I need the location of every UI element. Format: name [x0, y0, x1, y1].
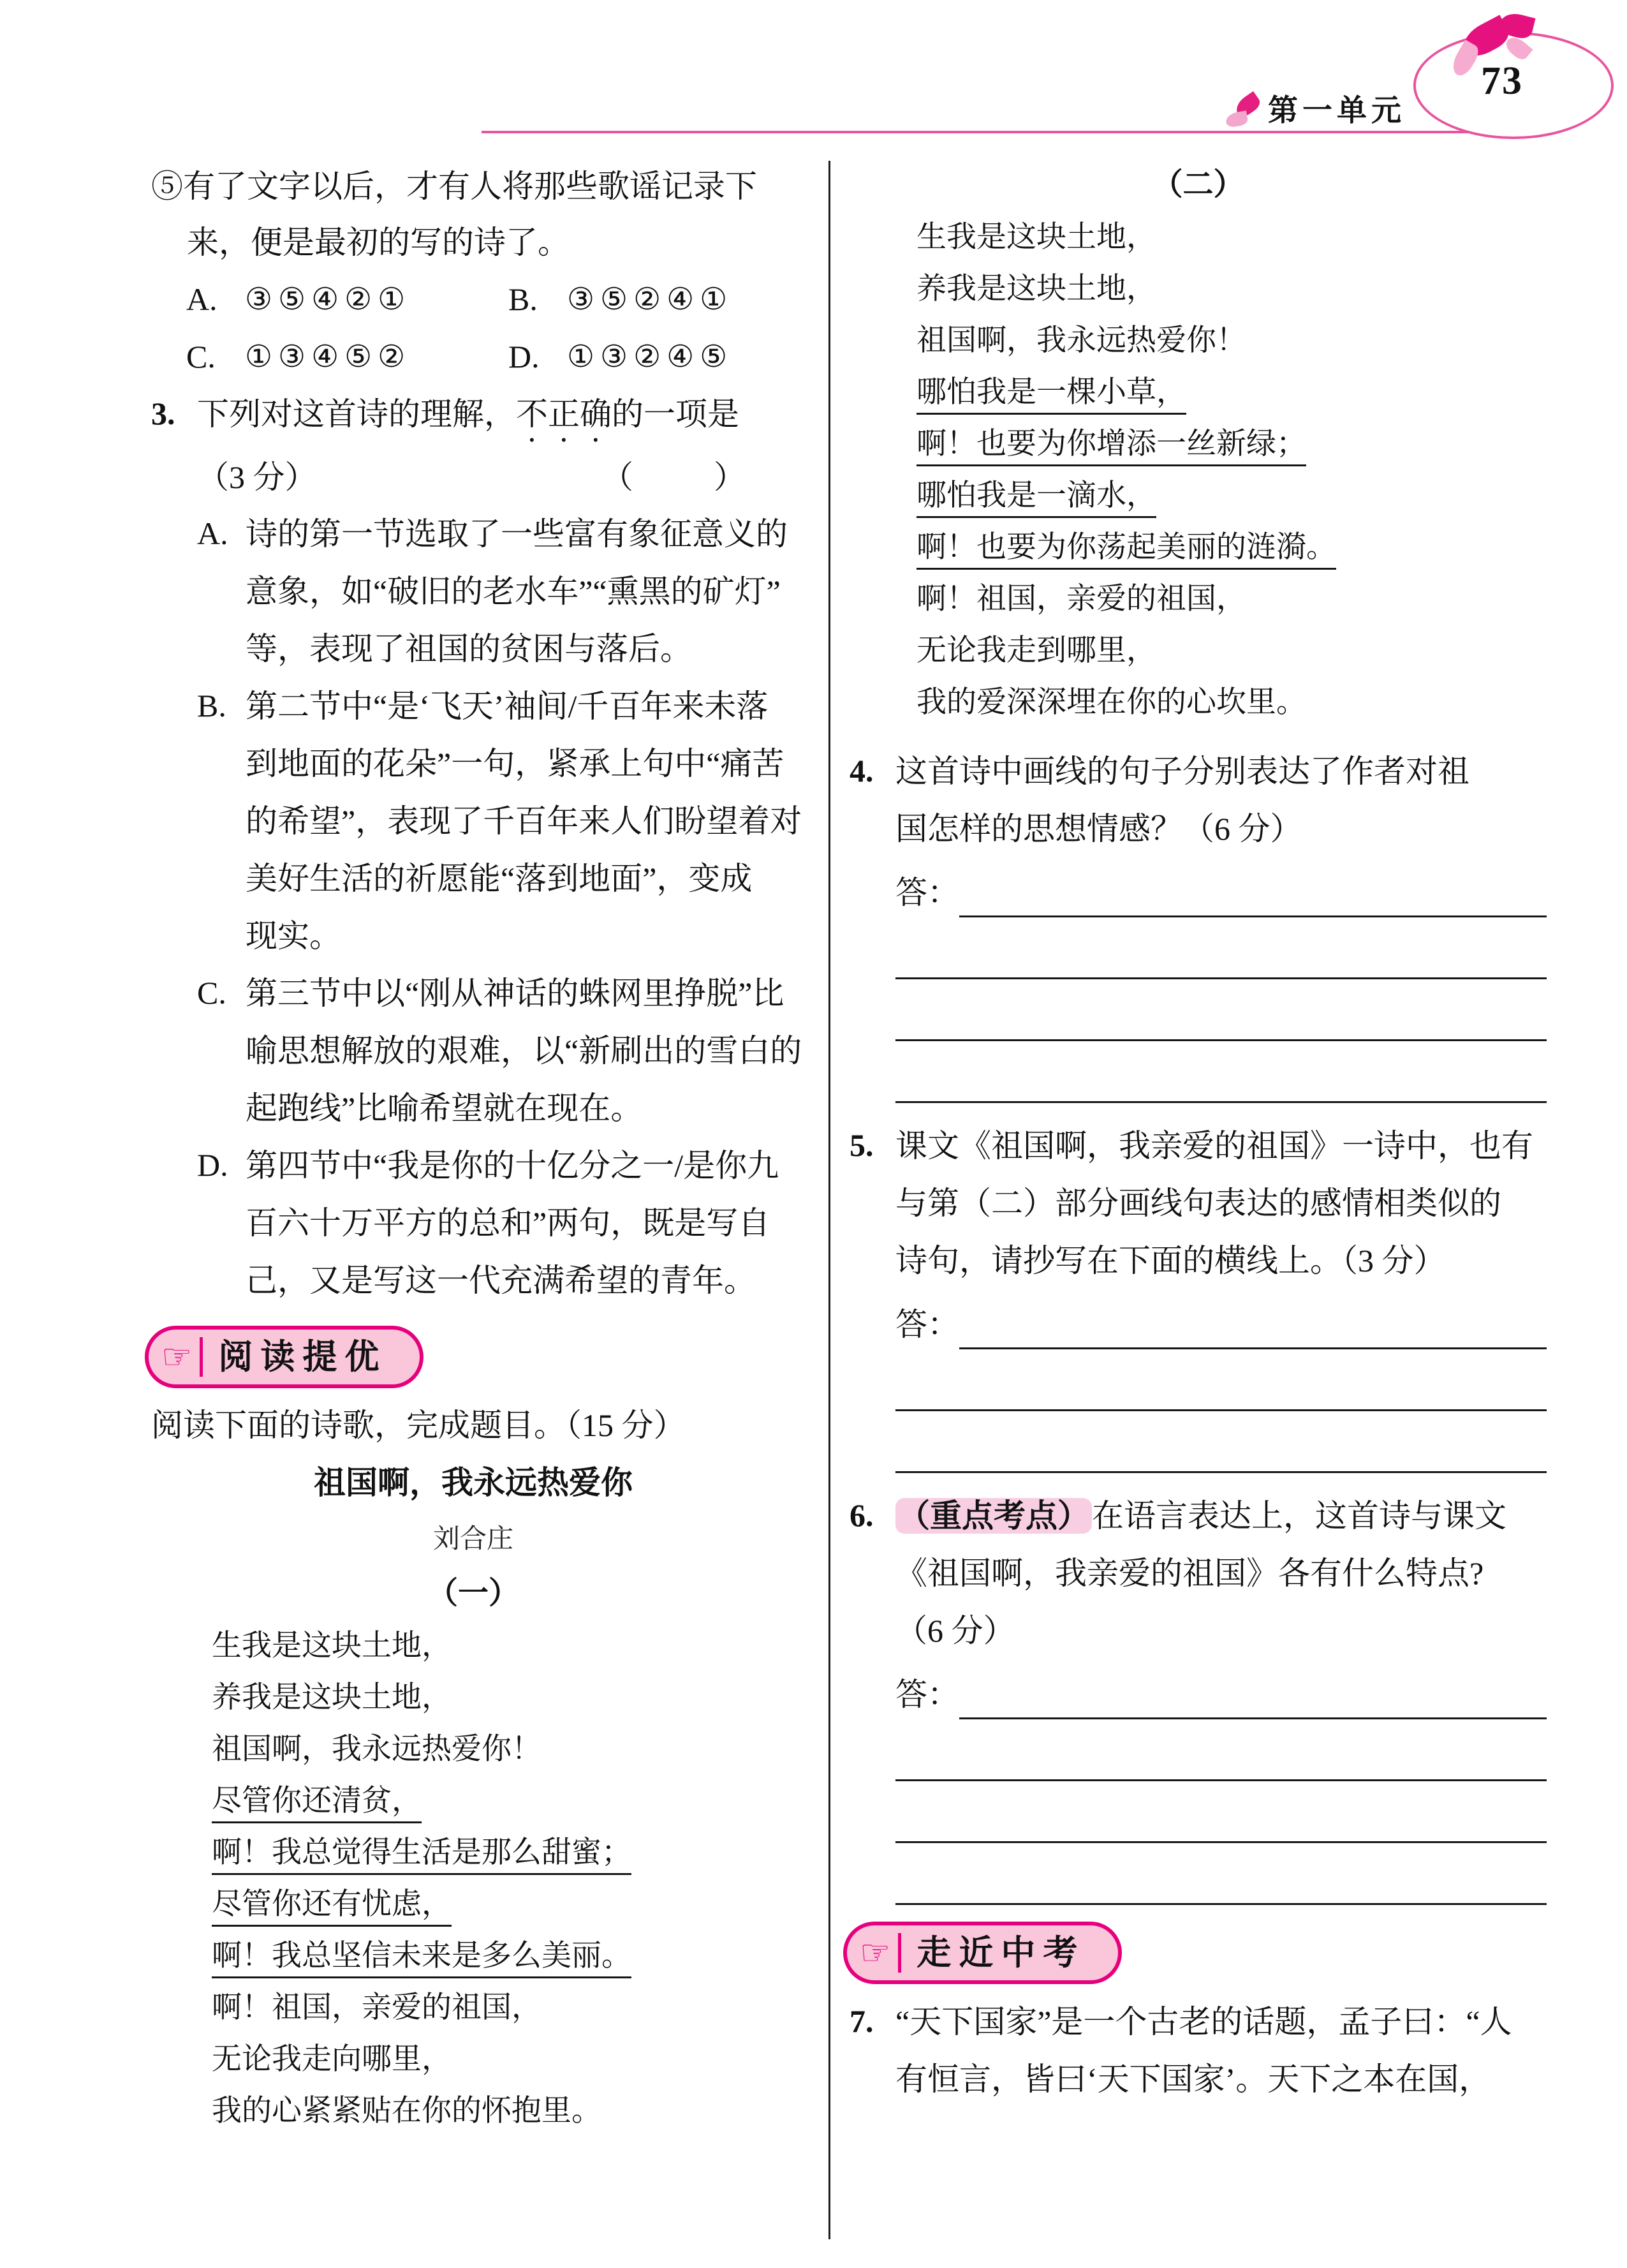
poem-line: 尽管你还有忧虑，: [151, 1879, 795, 1931]
choice-row-cd: [151, 328, 795, 385]
question-stem: （重点考点）在语言表达上，这首诗与课文: [895, 1487, 1547, 1545]
choice-label: C.: [186, 339, 216, 374]
question-7: [850, 1993, 1547, 2108]
section-badge-reading: [145, 1326, 423, 1388]
unit-title: 第一单元: [1268, 93, 1406, 128]
question-content: [895, 1993, 1547, 2108]
answer-blank: [959, 1305, 1547, 1349]
option-a: A. 诗的第一节选取了一些富有象征意义的 意象，如“破旧的老水车”“熏黑的矿灯” 等，表现了祖国的贫困与落后。: [197, 505, 795, 678]
score-label: （3 分）: [197, 459, 317, 495]
choice-value: ③⑤④②①: [245, 281, 411, 317]
text-line: 美好生活的祈愿能“落到地面”，变成: [246, 861, 753, 896]
poem-line: 尽管你还清贫，: [151, 1775, 795, 1827]
answer-blank-line: [895, 1349, 1547, 1411]
answer-blank-line: [895, 979, 1547, 1041]
answer-blank-line: [895, 917, 1547, 979]
choice-label: B.: [508, 281, 538, 317]
choice-d: [473, 328, 795, 385]
poem-part1-heading: （一）: [427, 1576, 519, 1611]
text-line: 诗的第一节选取了一些富有象征意义的: [246, 516, 788, 552]
question-content: [895, 1117, 1547, 1473]
poem-line: 啊！祖国，亲爱的祖国，: [917, 582, 1246, 616]
text-line: 百六十万平方的总和”两句，既是写自: [246, 1205, 770, 1241]
text-line: 第四节中“我是你的十亿分之一/是你九: [246, 1148, 779, 1183]
poem-line: 我的心紧紧贴在你的怀抱里。: [212, 2094, 601, 2128]
answer-line-first: [895, 1659, 1547, 1719]
answer-blank-line: [895, 1781, 1547, 1843]
text-line: “天下国家”是一个古老的话题，孟子曰：“人: [895, 2004, 1512, 2040]
reading-instructions: 阅读下面的诗歌，完成题目。（15 分）: [151, 1407, 686, 1444]
pointing-finger-icon: ☞: [161, 1337, 193, 1377]
answer-label: 答：: [895, 1307, 959, 1342]
choice-a: [151, 271, 473, 328]
item5-tail-paragraph: [151, 158, 795, 271]
poem-author: 刘合庄: [432, 1525, 513, 1555]
text-line: 现实。: [246, 918, 341, 954]
text-line: 第三节中以“刚从神话的蛛网里挣脱”比: [246, 975, 784, 1011]
text-line: 国怎样的思想情感？（6 分）: [895, 811, 1302, 847]
question-number: 4.: [850, 753, 874, 789]
text-line: 己，又是写这一代充满希望的青年。: [246, 1263, 756, 1298]
poem-line: 生我是这块土地，: [917, 221, 1156, 254]
answer-lines: [895, 917, 1547, 1103]
choice-c: [151, 328, 473, 385]
pointing-finger-icon: ☞: [860, 1932, 891, 1973]
answer-line-first: [895, 1289, 1547, 1349]
text-line: 等，表现了祖国的贫困与落后。: [246, 631, 692, 667]
question-content: [895, 743, 1547, 1103]
option-b: B. 第二节中“是‘飞天’袖间/千百年来未落 到地面的花朵”一句，紧承上句中“痛苦 的希望”，表现了千百年来人们盼望着对 美好生活的祈愿能“落到地面”，变成 现实。: [197, 678, 795, 965]
question-content: [895, 1487, 1547, 1905]
question-6: [850, 1487, 1547, 1905]
poem-line: 我的爱深深埋在你的心坎里。: [917, 686, 1306, 719]
choice-label: A.: [186, 281, 217, 317]
left-column: [151, 158, 802, 2137]
poem-part2: [850, 212, 1547, 729]
poem-line: 养我是这块土地，: [212, 1681, 452, 1715]
section-badge-label: 走近中考: [917, 1932, 1086, 1973]
option-d: D. 第四节中“我是你的十亿分之一/是你九 百六十万平方的总和”两句，既是写自 己，又是写这一代充满希望的青年。: [197, 1137, 795, 1309]
text-line: 的希望”，表现了千百年来人们盼望着对: [246, 803, 802, 839]
right-column: [850, 158, 1547, 2108]
poem-line: 祖国啊，我永远热爱你！: [917, 324, 1246, 357]
text-line: 诗句，请抄写在下面的横线上。（3 分）: [895, 1243, 1446, 1279]
answer-blank: [959, 873, 1547, 917]
choice-value: ①③④⑤②: [245, 339, 411, 374]
poem-line: 啊！祖国，亲爱的祖国，: [212, 1991, 541, 2025]
text-line: 到地面的花朵”一句，紧承上句中“痛苦: [246, 746, 784, 782]
poem-line: 哪怕我是一滴水，: [850, 470, 1547, 522]
text-line: 这首诗中画线的句子分别表达了作者对祖: [895, 753, 1469, 789]
text-line: 起跑线”比喻希望就在现在。: [246, 1090, 643, 1126]
poem-part1: [151, 1620, 795, 2137]
header-rule: [482, 131, 1543, 133]
question-number: 7.: [850, 2003, 874, 2040]
option-c: C. 第三节中以“刚从神话的蛛网里挣脱”比 喻思想解放的艰难，以“新刷出的雪白的 起跑线”比喻希望就在现在。: [197, 965, 795, 1137]
poem-title: 祖国啊，我永远热爱你: [314, 1464, 633, 1502]
question-number: 6.: [850, 1497, 874, 1533]
answer-bracket: （ ）: [601, 459, 770, 495]
question-number: 5.: [850, 1127, 874, 1163]
score-row: [197, 449, 795, 505]
page-number: 73: [1481, 59, 1523, 103]
poem-line: 无论我走向哪里，: [212, 2043, 452, 2077]
answer-label: 答：: [895, 1677, 959, 1712]
poem-line: 生我是这块土地，: [212, 1629, 452, 1663]
text-line: 与第（二）部分画线句表达的感情相类似的: [895, 1185, 1501, 1221]
section-badge-label: 阅读提优: [218, 1337, 387, 1377]
question-number: 3.: [151, 396, 175, 431]
text-line: 来，便是最初的写的诗了。: [187, 225, 570, 260]
question-5: [850, 1117, 1547, 1473]
answer-blank-line: [895, 1411, 1547, 1473]
text-line: ⑤有了文字以后，才有人将那些歌谣记录下: [151, 168, 757, 204]
question-4: [850, 743, 1547, 1103]
text-line: 有恒言，皆曰‘天下国家’。天下之本在国，: [895, 2061, 1491, 2098]
choice-b: [473, 271, 795, 328]
poem-line: 哪怕我是一棵小草，: [850, 367, 1547, 419]
answer-blank: [959, 1675, 1547, 1719]
poem-part2-heading: （二）: [1152, 168, 1244, 202]
poem-line: 无论我走到哪里，: [917, 634, 1156, 667]
choice-row-ab: [151, 271, 795, 328]
text-line: 课文《祖国啊，我亲爱的祖国》一诗中，也有: [895, 1128, 1533, 1164]
answer-lines: [895, 1719, 1547, 1905]
question-score: （6 分）: [895, 1613, 1015, 1649]
choice-value: ①③②④⑤: [567, 339, 733, 374]
answer-blank-line: [895, 1843, 1547, 1905]
answer-line-first: [895, 857, 1547, 917]
question-content: [197, 385, 802, 1309]
text-line: 喻思想解放的艰难，以“新刷出的雪白的: [246, 1033, 802, 1069]
poem-line: 啊！我总坚信未来是多么美丽。: [151, 1931, 795, 1982]
column-divider: [828, 161, 830, 2239]
emphasized-text: 不正确: [516, 396, 612, 432]
question-stem-line2: 《祖国啊，我亲爱的祖国》各有什么特点?: [895, 1555, 1484, 1591]
text-line: 意象，如“破旧的老水车”“熏黑的矿灯”: [246, 574, 781, 609]
key-point-tag: （重点考点）: [895, 1498, 1092, 1534]
choice-value: ③⑤②④①: [567, 281, 733, 317]
text-line: 第二节中“是‘飞天’袖间/千百年来未落: [246, 688, 769, 724]
choice-label: D.: [508, 339, 540, 374]
section-badge-exam: [843, 1922, 1122, 1984]
poem-line: 养我是这块土地，: [917, 272, 1156, 306]
question-3: [151, 385, 802, 1309]
badge-divider-bar: [200, 1337, 203, 1377]
question-stem: 下列对这首诗的理解，不正确的一项是: [197, 396, 739, 432]
poem-line: 啊！也要为你荡起美丽的涟漪。: [850, 522, 1547, 574]
answer-lines: [895, 1349, 1547, 1473]
answer-label: 答：: [895, 875, 959, 910]
badge-divider-bar: [898, 1933, 901, 1973]
poem-line: 啊！我总觉得生活是那么甜蜜；: [151, 1827, 795, 1879]
poem-line: 啊！也要为你增添一丝新绿；: [850, 419, 1547, 470]
poem-line: 祖国啊，我永远热爱你！: [212, 1733, 541, 1767]
answer-blank-line: [895, 1719, 1547, 1781]
answer-blank-line: [895, 1041, 1547, 1103]
leaf-icon: [1225, 110, 1248, 128]
